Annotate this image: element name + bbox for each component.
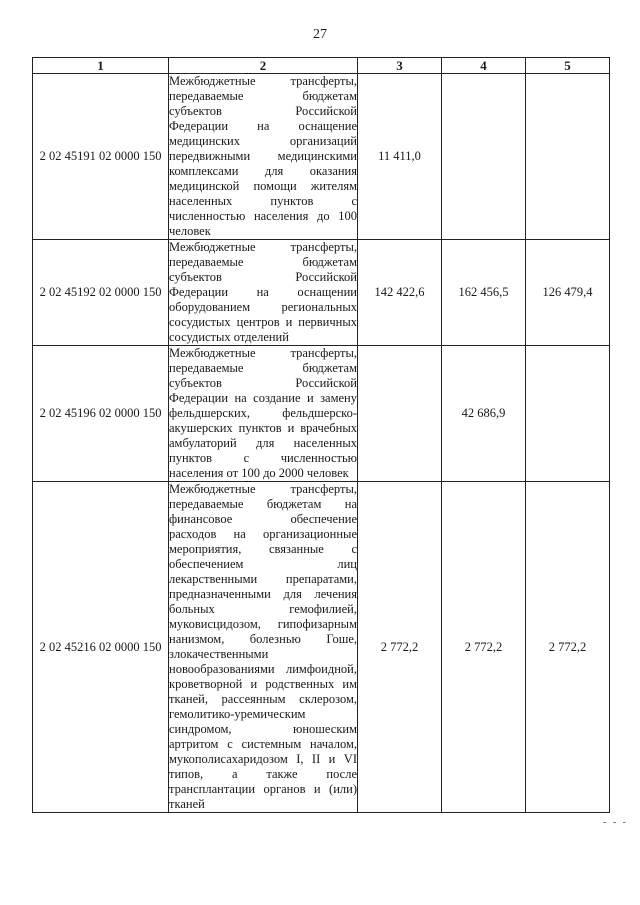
description-line: Федерации на создание и замену — [169, 391, 357, 405]
description-line: сосудистых отделений — [169, 330, 289, 344]
table-row — [33, 482, 610, 813]
amount-col4: 2 772,2 — [442, 482, 526, 813]
amount-col4 — [442, 74, 526, 240]
table-row — [33, 74, 610, 240]
description-line: фельдшерских, фельдшерско- — [169, 406, 357, 420]
description-line: финансовое обеспечение — [169, 512, 357, 526]
description-line: гемолитико-уремическим — [169, 707, 306, 721]
description-line: трансплантации органов и (или) — [169, 782, 357, 796]
amount-col5 — [526, 346, 610, 482]
description-line: амбулаторий для населенных — [169, 436, 357, 450]
amount-col5 — [526, 74, 610, 240]
description-line: субъектов Российской — [169, 270, 357, 284]
amount-col4: 42 686,9 — [442, 346, 526, 482]
description-line: артритом с системным началом, — [169, 737, 357, 751]
description-line: человек — [169, 224, 211, 238]
budget-code: 2 02 45196 02 0000 150 — [33, 346, 169, 482]
footer-mark: - - - — [603, 817, 628, 828]
description-line: Федерации на оснащение — [169, 119, 357, 133]
amount-col5: 126 479,4 — [526, 240, 610, 346]
header-col-3: 3 — [358, 58, 442, 74]
description-line: нанизмом, болезнью Гоше, — [169, 632, 357, 646]
description-line: муковисцидозом, гипофизарным — [169, 617, 357, 631]
description-line: больных гемофилией, — [169, 602, 357, 616]
description-line: передаваемые бюджетам — [169, 361, 357, 375]
description-line: передаваемые бюджетам на — [169, 497, 357, 511]
amount-col3: 142 422,6 — [358, 240, 442, 346]
description-line: передаваемые бюджетам — [169, 255, 357, 269]
description-line: мероприятия, связанные с — [169, 542, 357, 556]
table-row — [33, 240, 610, 346]
description-line: передаваемые бюджетам — [169, 89, 357, 103]
description-line: субъектов Российской — [169, 104, 357, 118]
description-line: медицинских организаций — [169, 134, 357, 148]
description-line: злокачественными — [169, 647, 269, 661]
amount-col5: 2 772,2 — [526, 482, 610, 813]
description-line: новообразованиями лимфоидной, — [169, 662, 357, 676]
description-line: передвижными медицинскими — [169, 149, 357, 163]
budget-table — [32, 57, 610, 813]
description-line: пунктов с численностью — [169, 451, 357, 465]
header-col-4: 4 — [442, 58, 526, 74]
description-line: мукополисахаридозом I, II и VI — [169, 752, 357, 766]
description-line: синдромом, юношеским — [169, 722, 357, 736]
header-col-1: 1 — [33, 58, 169, 74]
budget-code: 2 02 45191 02 0000 150 — [33, 74, 169, 240]
description-cell — [169, 74, 358, 240]
description-line: оборудованием региональных — [169, 300, 357, 314]
description-cell — [169, 346, 358, 482]
description-line: Межбюджетные трансферты, — [169, 74, 357, 88]
description-line: Федерации на оснащении — [169, 285, 357, 299]
description-line: субъектов Российской — [169, 376, 357, 390]
description-line: численностью населения до 100 — [169, 209, 357, 223]
description-line: кроветворной и родственных им — [169, 677, 357, 691]
amount-col3 — [358, 346, 442, 482]
description-line: акушерских пунктов и врачебных — [169, 421, 357, 435]
budget-code: 2 02 45216 02 0000 150 — [33, 482, 169, 813]
header-col-5: 5 — [526, 58, 610, 74]
description-line: сосудистых центров и первичных — [169, 315, 357, 329]
amount-col3: 2 772,2 — [358, 482, 442, 813]
amount-col4: 162 456,5 — [442, 240, 526, 346]
header-row — [33, 58, 610, 74]
description-line: расходов на организационные — [169, 527, 357, 541]
page-number: 27 — [313, 27, 327, 42]
description-line: населенных пунктов с — [169, 194, 357, 208]
budget-code: 2 02 45192 02 0000 150 — [33, 240, 169, 346]
description-line: предназначенными для лечения — [169, 587, 357, 601]
description-line: Межбюджетные трансферты, — [169, 482, 357, 496]
description-line: комплексами для оказания — [169, 164, 357, 178]
description-cell — [169, 482, 358, 813]
description-line: медицинской помощи жителям — [169, 179, 357, 193]
description-line: населения от 100 до 2000 человек — [169, 466, 349, 480]
description-line: тканей — [169, 797, 205, 811]
description-line: обеспечением лиц — [169, 557, 357, 571]
description-line: Межбюджетные трансферты, — [169, 240, 357, 254]
description-line: лекарственными препаратами, — [169, 572, 357, 586]
description-cell — [169, 240, 358, 346]
table-row — [33, 346, 610, 482]
description-line: Межбюджетные трансферты, — [169, 346, 357, 360]
amount-col3: 11 411,0 — [358, 74, 442, 240]
header-col-2: 2 — [169, 58, 358, 74]
description-line: типов, а также после — [169, 767, 357, 781]
description-line: тканей, рассеянным склерозом, — [169, 692, 357, 706]
